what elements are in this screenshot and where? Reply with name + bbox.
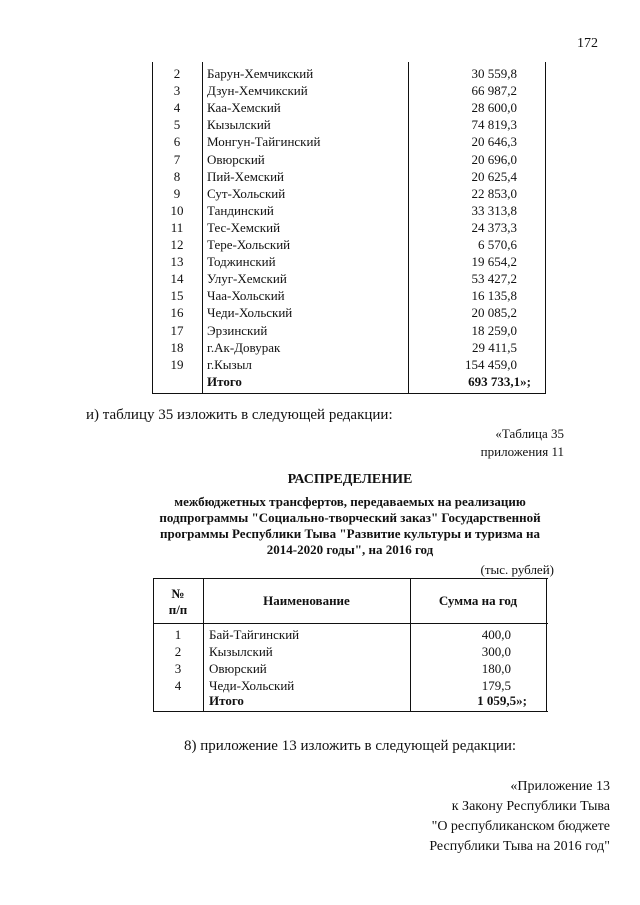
- row-value: 20 625,4: [471, 168, 517, 184]
- row-value: 74 819,3: [471, 117, 517, 133]
- table-row: [152, 322, 546, 339]
- table-row: [152, 356, 546, 373]
- row-value: 20 085,2: [471, 305, 517, 321]
- row-value: 33 313,8: [471, 202, 517, 218]
- instruction-appendix-13: 8) приложение 13 изложить в следующей редакции:: [184, 738, 517, 754]
- table-row: [152, 339, 546, 356]
- row-value: 179,5: [481, 678, 511, 693]
- row-value: 22 853,0: [471, 185, 517, 201]
- row-value: 6 570,6: [478, 237, 517, 252]
- row-number: 18: [170, 339, 184, 355]
- appendix-reference: [429, 777, 610, 857]
- appendix-line1: «Приложение 13: [510, 779, 610, 794]
- row-number: 4: [173, 100, 181, 116]
- row-number: 15: [170, 288, 184, 304]
- header-number-line1: №: [171, 586, 185, 601]
- table-row: [152, 185, 546, 202]
- table-row: [152, 151, 546, 168]
- district-name: Овюрский: [207, 151, 265, 167]
- heading-line2: подпрограммы "Социально-творческий заказ" Государственной: [159, 510, 541, 525]
- header-divider: [153, 623, 548, 624]
- row-number: 6: [173, 134, 181, 150]
- row-number: 2: [173, 66, 181, 81]
- table-row: [152, 65, 546, 82]
- row-number: 8: [173, 168, 181, 184]
- row-number: 14: [170, 271, 184, 287]
- heading-title: РАСПРЕДЕЛЕНИЕ: [287, 472, 413, 487]
- row-number: 12: [170, 237, 184, 252]
- district-name: г.Ак-Довурак: [207, 339, 281, 355]
- table-row: [152, 168, 546, 185]
- heading-line1: межбюджетных трансфертов, передаваемых на реализацию: [174, 494, 526, 509]
- table-row: [152, 219, 546, 236]
- header-name: Наименование: [263, 593, 350, 608]
- table-ref-line2: приложения 11: [480, 444, 564, 459]
- district-name: Тоджинский: [207, 254, 276, 270]
- table-row: [153, 643, 548, 660]
- row-number: 9: [173, 185, 181, 201]
- header-number: [153, 586, 203, 618]
- row-value: 29 411,5: [471, 339, 517, 355]
- heading-line4: 2014-2020 годы", на 2016 год: [266, 542, 434, 557]
- distribution-heading: [150, 472, 550, 558]
- table-row: [152, 270, 546, 287]
- district-name: Барун-Хемчикский: [207, 66, 314, 81]
- table-row: [152, 287, 546, 304]
- table-row: [152, 202, 546, 219]
- row-number: 3: [173, 83, 181, 99]
- row-number: 16: [170, 305, 184, 321]
- row-number: 2: [174, 644, 182, 659]
- row-value: 19 654,2: [471, 254, 517, 270]
- row-number: 19: [170, 356, 184, 372]
- district-name: Монгун-Тайгинский: [207, 134, 321, 150]
- row-value: 20 646,3: [471, 134, 517, 150]
- district-name: Тес-Хемский: [207, 219, 281, 235]
- allocation-table-continued: [152, 62, 546, 394]
- row-number: 11: [170, 219, 184, 235]
- row-number: 4: [174, 678, 182, 693]
- table-reference: [481, 425, 564, 461]
- table-row: [152, 82, 546, 99]
- appendix-line3: "О республиканском бюджете: [431, 819, 610, 834]
- appendix-line4: Республики Тыва на 2016 год": [429, 839, 610, 854]
- district-name: Овюрский: [209, 661, 267, 676]
- row-value: 300,0: [481, 644, 511, 659]
- table-row: [153, 626, 548, 643]
- row-number: 1: [174, 627, 182, 642]
- district-name: Эрзинский: [207, 322, 268, 338]
- total-label: Итого: [209, 693, 244, 708]
- row-value: 28 600,0: [471, 100, 517, 116]
- transfers-table: [153, 578, 548, 712]
- row-value: 24 373,3: [471, 219, 517, 235]
- instruction-table-35: и) таблицу 35 изложить в следующей редакции:: [86, 407, 393, 423]
- row-value: 154 459,0: [465, 356, 517, 372]
- row-value: 18 259,0: [471, 322, 517, 338]
- table-row: [153, 660, 548, 677]
- table-row: [152, 253, 546, 270]
- row-number: 10: [170, 202, 184, 218]
- table-row: [152, 304, 546, 321]
- district-name: Бай-Тайгинский: [209, 627, 300, 642]
- appendix-line2: к Закону Республики Тыва: [451, 799, 610, 814]
- row-value: 30 559,8: [471, 66, 517, 81]
- heading-line3: программы Республики Тыва "Развитие культуры и туризма на: [160, 526, 540, 541]
- page-number: 172: [577, 36, 598, 51]
- row-number: 5: [173, 117, 181, 133]
- district-name: Тандинский: [207, 202, 274, 218]
- row-value: 180,0: [481, 661, 511, 676]
- district-name: Кызылский: [209, 644, 273, 659]
- district-name: Сут-Хольский: [207, 185, 286, 201]
- row-value: 66 987,2: [471, 83, 517, 99]
- district-name: Чаа-Хольский: [207, 288, 285, 304]
- district-name: Чеди-Хольский: [209, 678, 295, 693]
- table-row: [152, 236, 546, 253]
- district-name: Пий-Хемский: [207, 168, 285, 184]
- row-value: 400,0: [481, 627, 511, 642]
- total-value: 1 059,5»;: [477, 693, 527, 708]
- row-number: 3: [174, 661, 182, 676]
- table-total-row: [153, 692, 548, 709]
- table-border-top: [153, 578, 548, 579]
- district-name: Тере-Хольский: [207, 237, 291, 252]
- row-value: 16 135,8: [471, 288, 517, 304]
- header-number-line2: п/п: [168, 602, 188, 617]
- table-total-row: [152, 373, 546, 390]
- units-label: (тыс. рублей): [480, 562, 554, 577]
- table-row: [152, 116, 546, 133]
- row-number: 13: [170, 254, 184, 270]
- district-name: Дзун-Хемчикский: [207, 83, 308, 99]
- district-name: Кызылский: [207, 117, 271, 133]
- table-row: [152, 99, 546, 116]
- total-value: 693 733,1»;: [468, 374, 531, 389]
- table-ref-line1: «Таблица 35: [495, 426, 564, 441]
- row-number: 17: [170, 322, 184, 338]
- table-border-bottom: [152, 393, 546, 394]
- header-sum: Сумма на год: [438, 593, 518, 608]
- row-value: 53 427,2: [471, 271, 517, 287]
- district-name: Улуг-Хемский: [207, 271, 287, 287]
- row-value: 20 696,0: [471, 151, 517, 167]
- row-number: 7: [173, 151, 181, 167]
- district-name: Чеди-Хольский: [207, 305, 293, 321]
- total-label: Итого: [207, 374, 242, 389]
- district-name: Каа-Хемский: [207, 100, 281, 116]
- table-row: [152, 133, 546, 150]
- district-name: г.Кызыл: [207, 356, 252, 372]
